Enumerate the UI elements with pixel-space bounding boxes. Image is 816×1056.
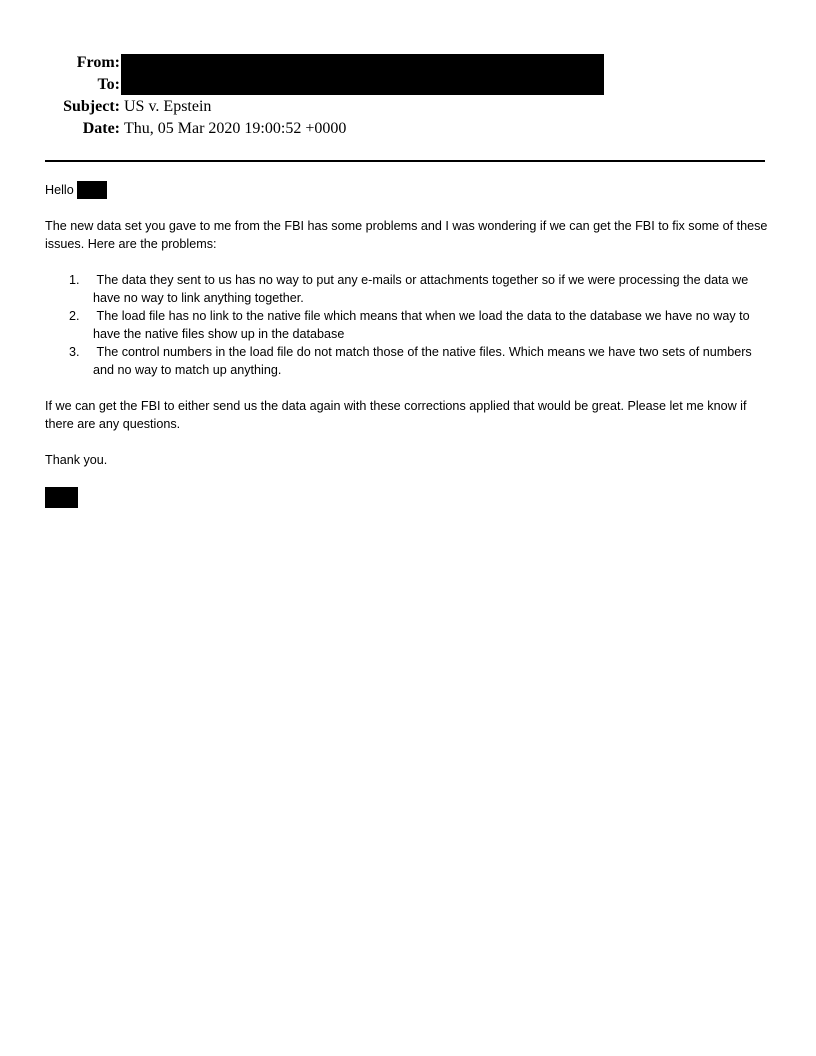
redaction-from-to [121, 54, 604, 95]
email-body [45, 181, 775, 508]
list-item-text: The load file has no link to the native file which means that when we load the data to the database we have no way to have the native files show up in the database [93, 309, 750, 341]
intro-paragraph: The new data set you gave to me from the FBI has some problems and I was wondering if we can get the FBI to fix some of these issues. Here are the problems: [45, 219, 768, 251]
list-item [45, 271, 775, 307]
closing-paragraph: If we can get the FBI to either send us the data again with these corrections applied that would be great. Please let me know if there are any questions. [45, 399, 747, 431]
to-label: To: [97, 76, 120, 93]
redaction-signature [45, 487, 78, 508]
sign-off: Thank you. [45, 453, 108, 467]
from-label: From: [76, 54, 120, 71]
list-item-number: 2. [69, 309, 80, 323]
subject-label: Subject: [63, 98, 120, 115]
greeting-line [45, 181, 775, 199]
subject-value: US v. Epstein [124, 98, 212, 115]
date-value: Thu, 05 Mar 2020 19:00:52 +0000 [124, 120, 347, 137]
list-item-number: 1. [69, 273, 80, 287]
date-label: Date: [82, 120, 120, 137]
problems-list [45, 271, 775, 379]
list-item [45, 307, 775, 343]
redaction-recipient-name [77, 181, 107, 199]
list-item-text: The data they sent to us has no way to put any e-mails or attachments together so if we were processing the data we have no way to link anything together. [93, 273, 749, 305]
greeting-text: Hello [45, 183, 74, 197]
header-divider [45, 160, 765, 162]
list-item [45, 343, 775, 379]
list-item-number: 3. [69, 345, 80, 359]
list-item-text: The control numbers in the load file do not match those of the native files. Which means we have two sets of numbers and no way to match up anything. [93, 345, 752, 377]
date-row [0, 118, 816, 140]
subject-row [0, 96, 816, 118]
